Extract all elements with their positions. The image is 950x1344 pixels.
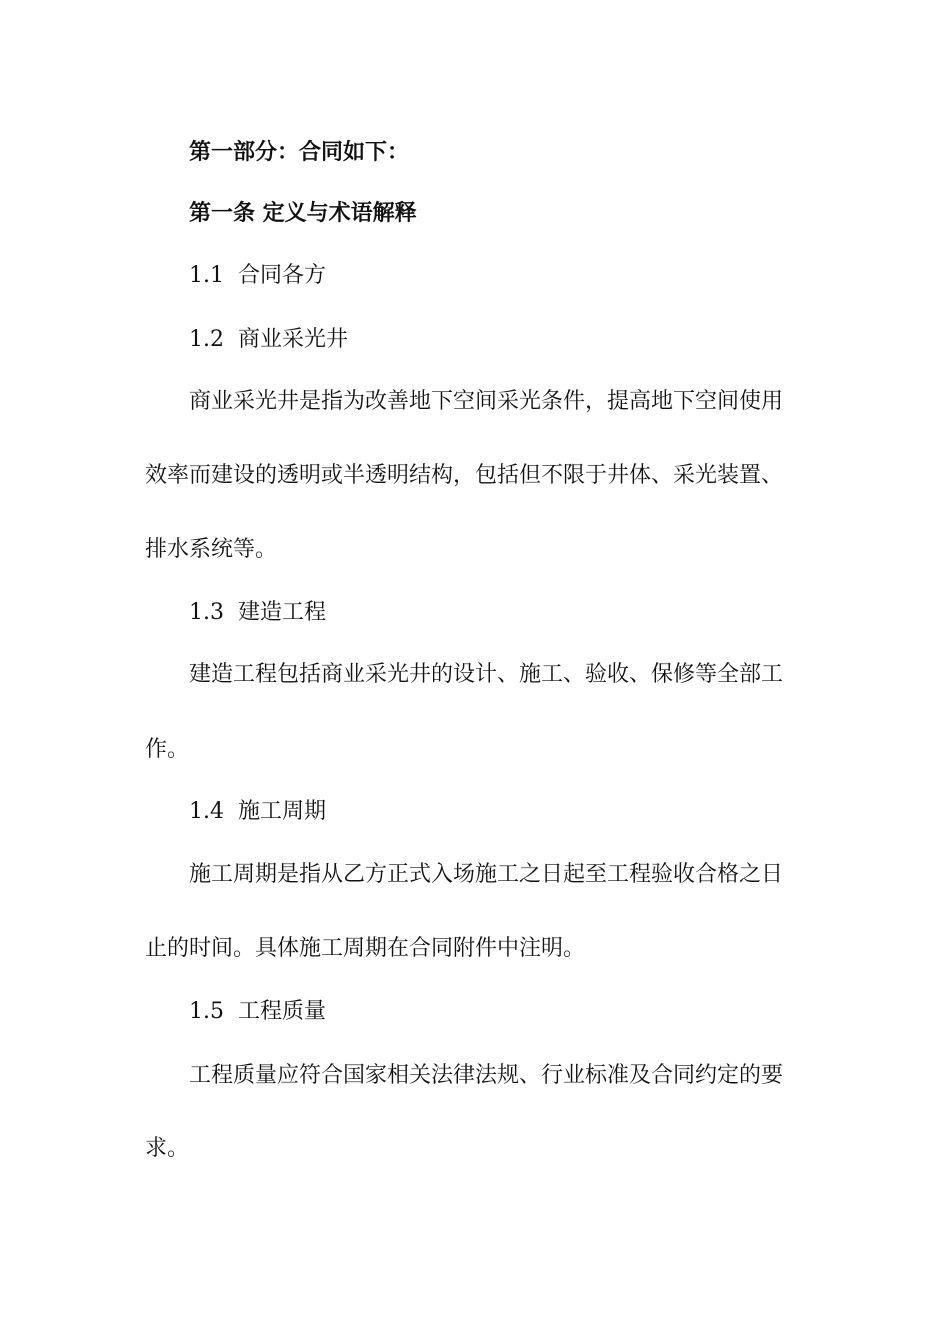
section-1-2 — [0, 325, 950, 355]
paragraph-line: 建造工程包括商业采光井的设计、施工、验收、保修等全部工 — [189, 662, 784, 687]
paragraph-line: 排水系统等。 — [145, 537, 278, 562]
section-number: 1.4 — [189, 799, 224, 824]
section-1-3 — [0, 598, 950, 628]
paragraph-line: 商业采光井是指为改善地下空间采光条件，提高地下空间使用 — [189, 389, 784, 414]
section-1-1 — [0, 261, 950, 291]
paragraph-line: 效率而建设的透明或半透明结构，包括但不限于井体、采光装置、 — [145, 463, 784, 488]
part-heading: 第一部分：合同如下： — [189, 140, 410, 165]
section-title: 建造工程 — [238, 600, 327, 625]
section-title: 工程质量 — [238, 999, 327, 1024]
paragraph-line: 作。 — [145, 737, 190, 762]
section-title: 商业采光井 — [238, 327, 349, 352]
paragraph-line: 求。 — [145, 1136, 190, 1161]
section-number: 1.2 — [189, 327, 224, 352]
paragraph-line: 工程质量应符合国家相关法律法规、行业标准及合同约定的要 — [189, 1063, 784, 1088]
section-number: 1.5 — [189, 999, 224, 1024]
section-title: 合同各方 — [238, 263, 327, 288]
section-1-5 — [0, 997, 950, 1027]
section-title: 施工周期 — [238, 799, 327, 824]
section-number: 1.3 — [189, 600, 224, 625]
paragraph-line: 施工周期是指从乙方正式入场施工之日起至工程验收合格之日 — [189, 862, 784, 887]
section-1-4 — [0, 797, 950, 827]
paragraph-line: 止的时间。具体施工周期在合同附件中注明。 — [145, 936, 586, 961]
article-heading: 第一条 定义与术语解释 — [189, 201, 417, 226]
section-number: 1.1 — [189, 263, 224, 288]
